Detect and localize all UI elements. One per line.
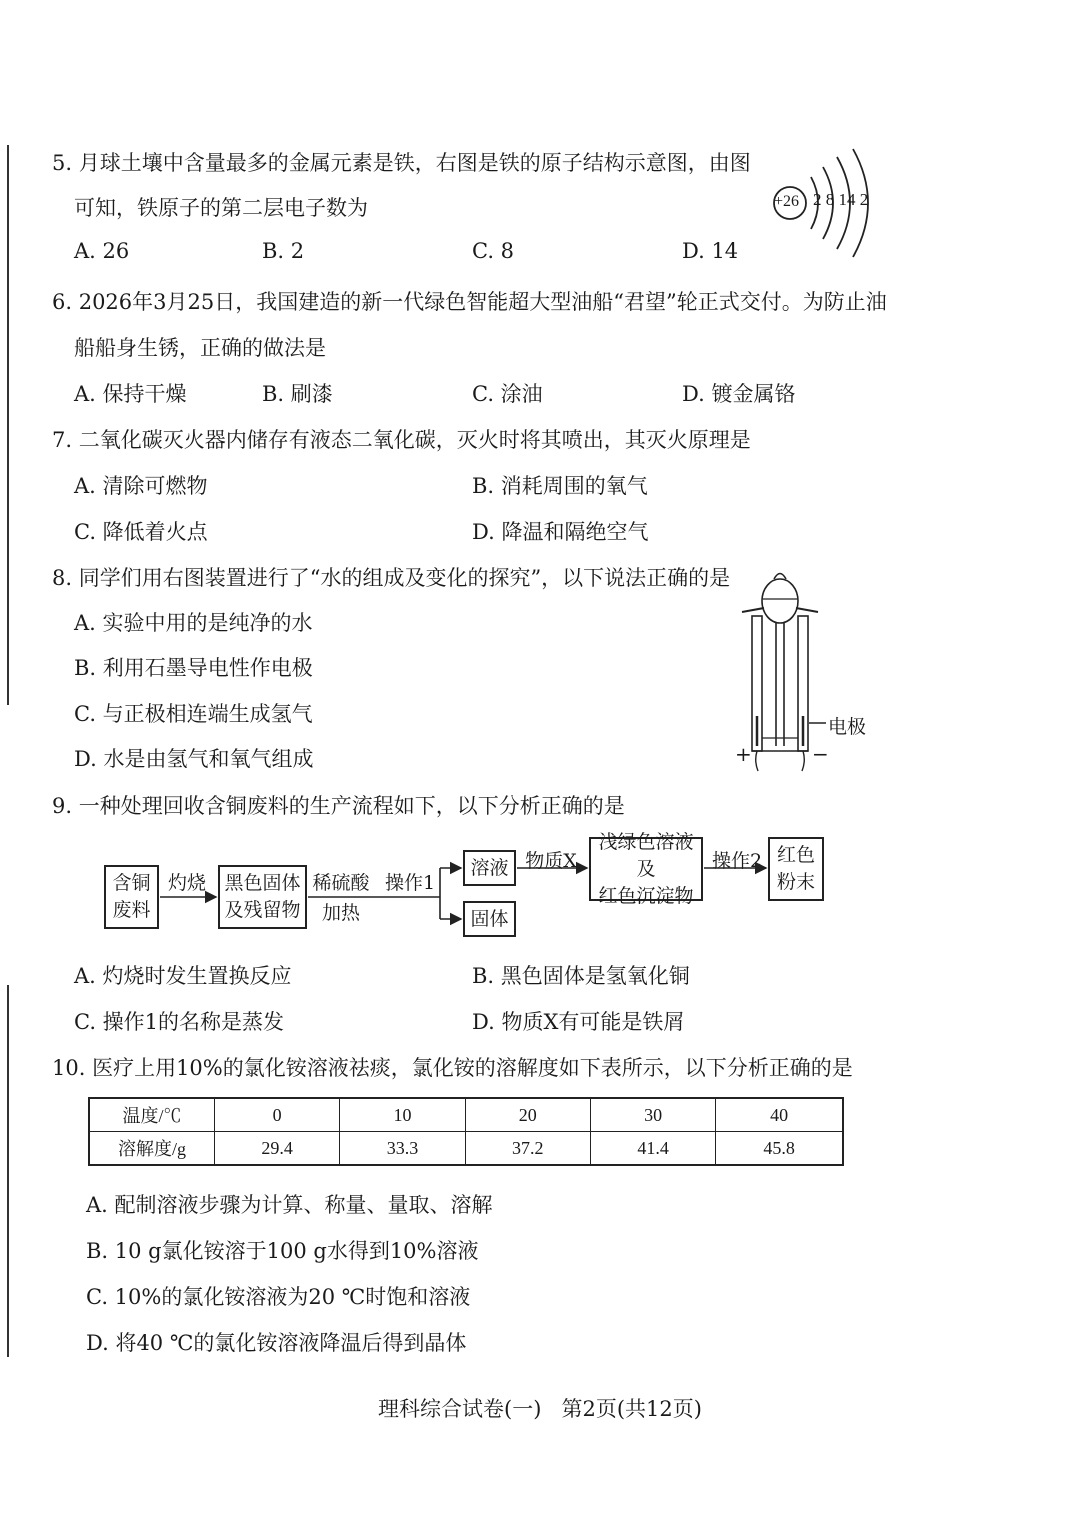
table-cell: 30 — [590, 1098, 715, 1132]
q10-option-b: B. 10 g氯化铵溶于100 g水得到10%溶液 — [86, 1239, 479, 1263]
q9-option-c: C. 操作1的名称是蒸发 — [74, 1010, 285, 1034]
flow-label-roasting: 灼烧 — [167, 872, 206, 894]
flow-box-red-powder-line1: 红色 — [776, 844, 815, 866]
q8-option-d: D. 水是由氢气和氧气组成 — [74, 747, 314, 771]
q6-option-b: B. 刷漆 — [262, 382, 333, 406]
q8-option-c: C. 与正极相连端生成氢气 — [74, 702, 313, 726]
positive-terminal-label: + — [735, 742, 752, 766]
electrode-label: 电极 — [828, 716, 867, 738]
q6-stem-line1: 6. 2026年3月25日，我国建造的新一代绿色智能超大型油船“君望”轮正式交付。为防止油 — [52, 290, 887, 314]
table-cell: 33.3 — [340, 1132, 465, 1166]
q10-stem: 10. 医疗上用10%的氯化铵溶液祛痰，氯化铵的溶解度如下表所示，以下分析正确的是 — [52, 1056, 853, 1080]
solubility-table — [88, 1097, 844, 1166]
table-cell: 29.4 — [215, 1132, 340, 1166]
q5-stem-line1: 5. 月球土壤中含量最多的金属元素是铁，右图是铁的原子结构示意图，由图 — [52, 151, 751, 175]
q10-option-d: D. 将40 ℃的氯化铵溶液降温后得到晶体 — [86, 1331, 467, 1355]
table-cell: 20 — [465, 1098, 590, 1132]
iron-electron-counts: 2 8 14 2 — [813, 190, 869, 209]
q9-option-d: D. 物质X有可能是铁屑 — [472, 1010, 685, 1034]
table-cell: 40 — [716, 1098, 843, 1132]
table-row — [89, 1098, 843, 1132]
flow-box-solution-text: 溶液 — [470, 856, 509, 879]
q9-stem: 9. 一种处理回收含铜废料的生产流程如下，以下分析正确的是 — [52, 794, 625, 818]
flow-label-operation1: 操作1 — [384, 872, 436, 894]
q8-option-a: A. 实验中用的是纯净的水 — [74, 611, 313, 635]
table-cell: 37.2 — [465, 1132, 590, 1166]
q10-option-a: A. 配制溶液步骤为计算、称量、量取、溶解 — [86, 1193, 493, 1217]
q6-option-c: C. 涂油 — [472, 382, 543, 406]
q7-option-c: C. 降低着火点 — [74, 520, 208, 544]
table-cell: 0 — [215, 1098, 340, 1132]
table-row — [89, 1132, 843, 1166]
table-cell: 41.4 — [590, 1132, 715, 1166]
flow-box-green-solution-line1: 浅绿色溶液及 — [598, 830, 694, 880]
q7-stem: 7. 二氧化碳灭火器内储存有液态二氧化碳，灭火时将其喷出，其灭火原理是 — [52, 428, 751, 452]
flow-label-heating: 加热 — [321, 902, 360, 924]
q5-option-c: C. 8 — [472, 239, 515, 263]
q5-option-d: D. 14 — [682, 239, 739, 263]
q8-stem: 8. 同学们用右图装置进行了“水的组成及变化的探究”，以下说法正确的是 — [52, 566, 731, 590]
q10-option-c: C. 10%的氯化铵溶液为20 ℃时饱和溶液 — [86, 1285, 471, 1309]
table-header-cell: 溶解度/g — [89, 1132, 215, 1166]
flow-box-black-solid-line1: 黑色固体 — [224, 872, 301, 894]
flow-box-black-solid-line2: 及残留物 — [224, 899, 301, 921]
flow-label-operation2: 操作2 — [711, 850, 763, 872]
flow-label-substance-x: 物质X — [525, 850, 577, 872]
q7-option-b: B. 消耗周围的氧气 — [472, 474, 648, 498]
q8-option-b: B. 利用石墨导电性作电极 — [74, 656, 313, 680]
negative-terminal-label: − — [812, 742, 829, 766]
table-cell: 10 — [340, 1098, 465, 1132]
q5-option-a: A. 26 — [74, 239, 130, 263]
iron-nucleus-label: +26 — [774, 193, 800, 210]
q7-option-d: D. 降温和隔绝空气 — [472, 520, 649, 544]
flow-box-solid-text: 固体 — [470, 907, 509, 930]
q6-option-a: A. 保持干燥 — [74, 382, 187, 406]
q6-stem-line2: 船船身生锈，正确的做法是 — [74, 336, 326, 360]
flow-box-copper-waste-line1: 含铜 — [112, 872, 151, 894]
table-header-cell: 温度/℃ — [89, 1098, 215, 1132]
flow-box-red-powder-line2: 粉末 — [776, 871, 815, 893]
margin-line — [7, 985, 9, 1357]
flow-label-dilute-acid: 稀硫酸 — [312, 872, 370, 894]
flow-box-copper-waste-line2: 废料 — [112, 899, 151, 921]
q6-option-d: D. 镀金属铬 — [682, 382, 796, 406]
q7-option-a: A. 清除可燃物 — [74, 474, 208, 498]
table-cell: 45.8 — [716, 1132, 843, 1166]
q5-option-b: B. 2 — [262, 239, 305, 263]
page-footer: 理科综合试卷(一) 第2页(共12页) — [378, 1397, 702, 1421]
q5-stem-line2: 可知，铁原子的第二层电子数为 — [74, 196, 368, 220]
q9-option-a: A. 灼烧时发生置换反应 — [74, 964, 292, 988]
flow-box-green-solution-line2: 红色沉淀物 — [598, 884, 694, 907]
q9-option-b: B. 黑色固体是氢氧化铜 — [472, 964, 690, 988]
